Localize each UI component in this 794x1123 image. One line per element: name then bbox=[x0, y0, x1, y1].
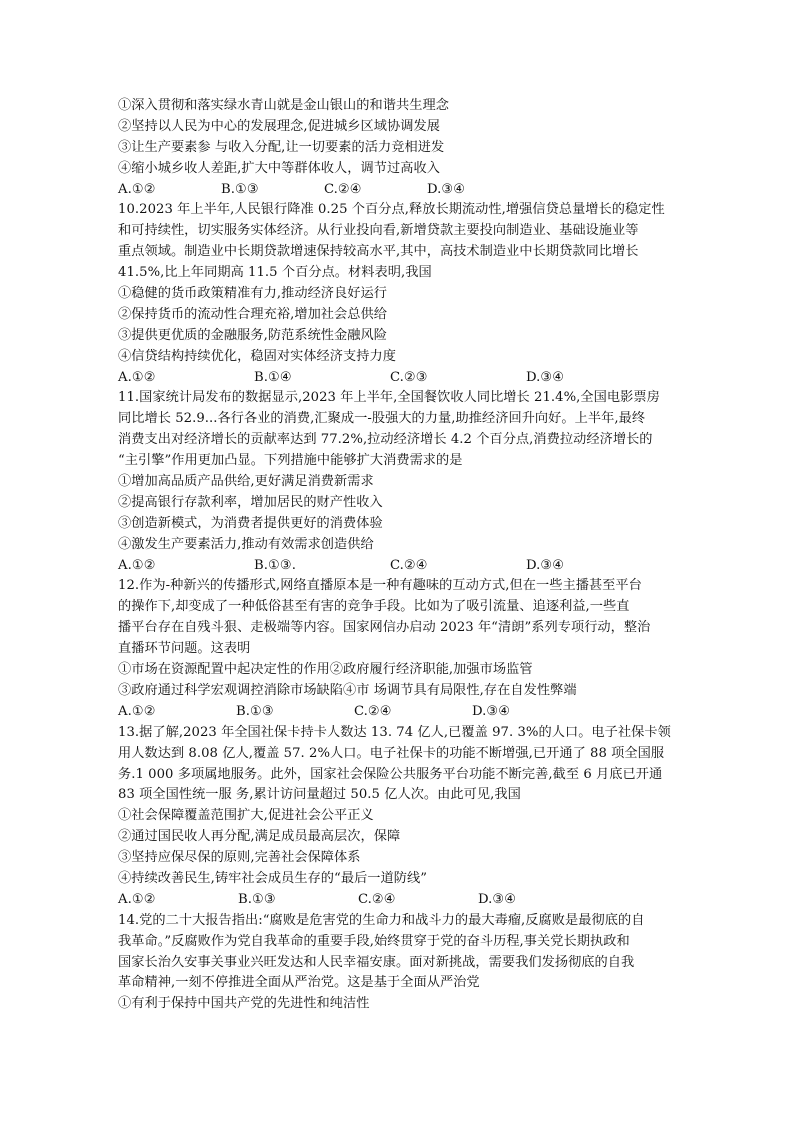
option-d: D.③④ bbox=[526, 557, 565, 573]
option-a: A.①② bbox=[118, 557, 156, 573]
answer-options bbox=[118, 702, 678, 723]
option-d: D.③④ bbox=[472, 703, 511, 719]
choice-item: ③提供更优质的金融服务,防范系统性金融风险 bbox=[118, 327, 387, 343]
question-stem-line: 12.作为-种新兴的传播形式,网络直播原本是一种有趣味的互动方式,但在一些主播甚至平台 bbox=[118, 578, 642, 594]
question-10 bbox=[118, 200, 678, 388]
option-b: B.①③ bbox=[238, 891, 276, 907]
option-c: C.②④ bbox=[358, 891, 396, 907]
question-stem-line: 播平台存在自残斗狠、走极端等内容。国家网信办启动 2023 年“清朗”系列专项行动，整治 bbox=[118, 620, 651, 636]
choice-item: ④激发生产要素活力,推动有效需求创造供给 bbox=[118, 536, 374, 552]
question-12 bbox=[118, 576, 678, 722]
option-a: A.①② bbox=[118, 703, 156, 719]
question-stem-line: 和可持续性，切实服务实体经济。从行业投向看,新增贷款主要投向制造业、基础设施业等 bbox=[118, 223, 639, 239]
option-b: B.①③. bbox=[254, 557, 296, 573]
choice-item: ④持续改善民生,铸牢社会成员生存的“最后一道防线” bbox=[118, 870, 428, 886]
question-stem-line: 11.国家统计局发布的数据显示,2023 年上半年,全国餐饮收人同比增长 21.4%,全国电影票房 bbox=[118, 390, 660, 406]
option-b: B.①④ bbox=[254, 369, 292, 385]
question-stem-line: 13.据了解,2023 年全国社保卡持卡人数达 13. 74 亿人,已覆盖 97. 3%的人口。电子社保卡领 bbox=[118, 724, 671, 740]
question-stem-line: 我革命。”反腐败作为党自我革命的重要手段,始终贯穿于党的奋斗历程,事关党长期执政和 bbox=[118, 933, 630, 949]
question-stem-line: 14.党的二十大报告指出:“腐败是危害党的生命力和战斗力的最大毒瘤,反腐败是最彻底的自 bbox=[118, 912, 645, 928]
question-stem-line: 83 项全国性统一服 务,累计访问量超过 50.5 亿人次。由此可见,我国 bbox=[118, 787, 521, 803]
question-9 bbox=[118, 96, 678, 200]
answer-options bbox=[118, 180, 678, 201]
option-c: C.②③ bbox=[390, 369, 428, 385]
choice-item: ①社会保障覆盖范围扩大,促进社会公平正义 bbox=[118, 808, 374, 824]
choice-item: ①市场在资源配置中起决定性的作用②政府履行经济职能,加强市场监管 bbox=[118, 662, 533, 678]
choice-item: ①有利于保持中国共产党的先进性和纯洁性 bbox=[118, 996, 370, 1012]
option-d: D.③④ bbox=[526, 369, 565, 385]
option-c: C.②④ bbox=[390, 557, 428, 573]
answer-options bbox=[118, 890, 678, 911]
question-stem-line: 用人数达到 8.08 亿人,覆盖 57. 2%人口。电子社保卡的功能不断增强,已开通了 88 项全国服 bbox=[118, 745, 665, 761]
option-a: A.①② bbox=[118, 181, 156, 197]
answer-options bbox=[118, 368, 678, 389]
option-c: C.②④ bbox=[324, 181, 362, 197]
question-stem-line: 的操作下,却变成了一种低俗甚至有害的竞争手段。比如为了吸引流量、追逐利益,一些直 bbox=[118, 599, 630, 615]
question-11 bbox=[118, 388, 678, 576]
choice-item: ①稳健的货币政策精准有力,推动经济良好运行 bbox=[118, 286, 387, 302]
question-stem-line: 消费支出对经济增长的贡献率达到 77.2%,拉动经济增长 4.2 个百分点,消费拉动经济增长的 bbox=[118, 432, 653, 448]
question-stem-line: 国家长治久安事关事业兴旺发达和人民幸福安康。面对新挑战，需要我们发扬彻底的自我 bbox=[118, 954, 635, 970]
question-stem-line: 革命精神,一刻不停推进全面从严治党。这是基于全面从严治党 bbox=[118, 975, 480, 991]
option-a: A.①② bbox=[118, 369, 156, 385]
option-c: C.②④ bbox=[354, 703, 392, 719]
choice-item: ②提高银行存款利率，增加居民的财产性收入 bbox=[118, 494, 383, 510]
question-stem-line: 务.1 000 多项属地服务。此外，国家社会保险公共服务平台功能不断完善,截至 6 月底已开通 bbox=[118, 766, 663, 782]
choice-item: ④信贷结构持续优化，稳固对实体经济支持力度 bbox=[118, 348, 396, 364]
choice-item: ④缩小城乡收人差距,扩大中等群体收人，调节过高收入 bbox=[118, 160, 440, 176]
option-d: D.③④ bbox=[427, 181, 466, 197]
question-stem-line: 重点领域。制造业中长期贷款增速保持较高水平,其中，高技术制造业中长期贷款同比增长 bbox=[118, 244, 639, 260]
question-14 bbox=[118, 911, 678, 1015]
choice-item: ②坚持以人民为中心的发展理念,促进城乡区域协调发展 bbox=[118, 118, 440, 134]
answer-options bbox=[118, 556, 678, 577]
question-stem-line: “主引擎”作用更加凸显。下列措施中能够扩大消费需求的是 bbox=[118, 453, 463, 469]
choice-item: ②通过国民收人再分配,满足成员最高层次，保障 bbox=[118, 829, 401, 845]
question-stem-line: 直播环节问题。这表明 bbox=[118, 641, 251, 657]
option-b: B.①③ bbox=[236, 703, 274, 719]
choice-item: ①增加高品质产品供给,更好满足消费新需求 bbox=[118, 474, 374, 490]
choice-item: ③坚持应保尽保的原则,完善社会保障体系 bbox=[118, 850, 361, 866]
choice-item: ①深入贯彻和落实绿水青山就是金山银山的和谐共生理念 bbox=[118, 98, 449, 113]
question-stem-line: 同比增长 52.9...各行各业的消费,汇聚成一-股强大的力量,助推经济回升向好。上半年,最终 bbox=[118, 411, 646, 427]
option-b: B.①③ bbox=[221, 181, 259, 197]
choice-item: ③政府通过科学宏观调控消除市场缺陷④市 场调节具有局限性,存在自发性弊端 bbox=[118, 682, 577, 698]
choice-item: ③让生产要素参 与收入分配,让一切要素的活力竞相迸发 bbox=[118, 139, 445, 155]
option-d: D.③④ bbox=[478, 891, 517, 907]
choice-item: ②保持货币的流动性合理充裕,增加社会总供给 bbox=[118, 306, 387, 322]
question-13 bbox=[118, 723, 678, 911]
option-a: A.①② bbox=[118, 891, 156, 907]
choice-item: ③创造新模式，为消费者提供更好的消费体验 bbox=[118, 515, 383, 531]
exam-page bbox=[118, 96, 678, 1015]
question-stem-line: 41.5%,比上年同期高 11.5 个百分点。材料表明,我国 bbox=[118, 265, 432, 281]
question-stem-line: 10.2023 年上半年,人民银行降准 0.25 个百分点,释放长期流动性,增强信贷总量增长的稳定性 bbox=[118, 202, 665, 218]
